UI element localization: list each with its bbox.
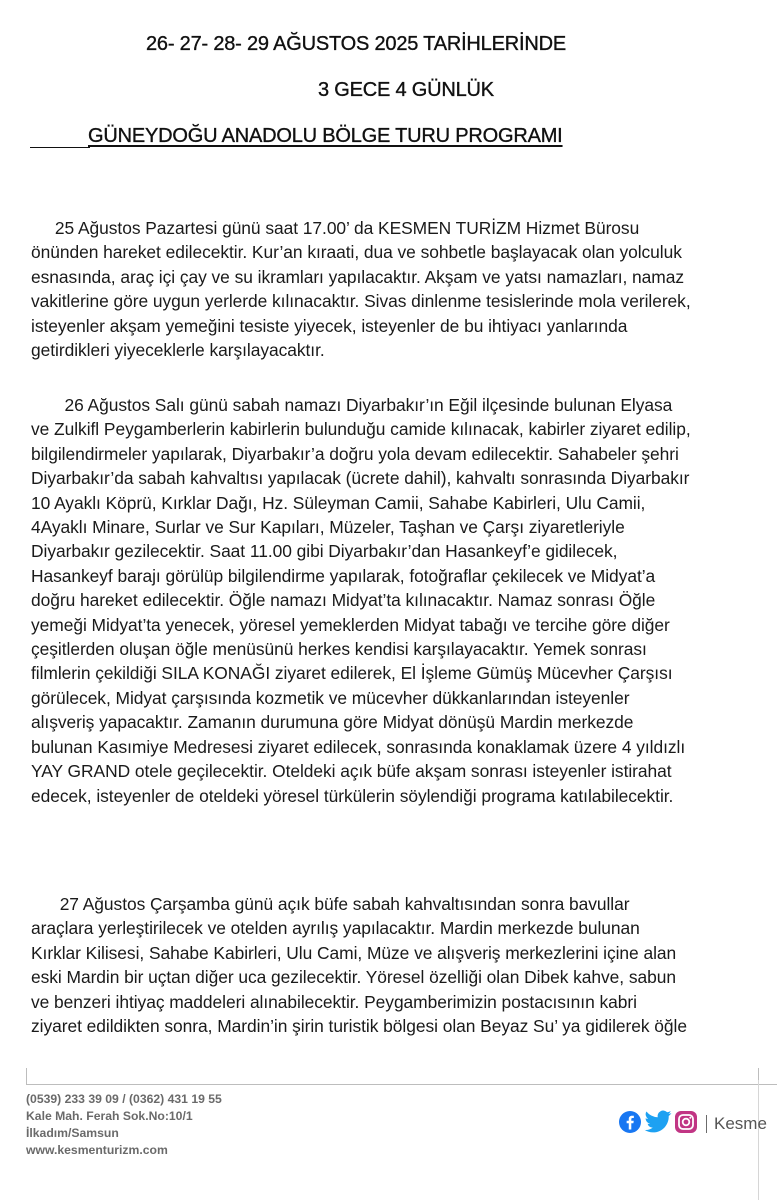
footer-divider (26, 1084, 777, 1085)
footer-address-line2: İlkadım/Samsun (26, 1126, 119, 1140)
page-footer (0, 1060, 777, 1200)
paragraph-line: önünden hareket edilecektir. Kur’an kıraati, dua ve sohbetle başlayacak olan yolculuk (31, 242, 682, 263)
footer-corner-left (26, 1068, 27, 1084)
footer-website[interactable]: www.kesmenturizm.com (26, 1143, 168, 1157)
paragraph-line: ve Zulkifl Peygamberlerin kabirlerin bulunduğu camide kılınacak, kabirler ziyaret edilip, (31, 419, 691, 440)
paragraph-day-26 (31, 393, 776, 808)
footer-social (618, 1113, 767, 1135)
footer-separator (706, 1115, 707, 1133)
paragraph-line: ziyaret edildikten sonra, Mardin’in şirin turistik bölgesi olan Beyaz Su’ ya gidilerek öğle (31, 1016, 687, 1037)
footer-contact (26, 1091, 222, 1159)
paragraph-line: ve benzeri ihtiyaç maddeleri alınabilecektir. Peygamberimizin postacısının kabri (31, 991, 637, 1012)
paragraph-line: çeşitlerden oluşan öğle menüsünü herkes kendisi karşılayacaktır. Yemek sonrası (31, 639, 647, 660)
heading-dates: 26- 27- 28- 29 AĞUSTOS 2025 TARİHLERİNDE (146, 33, 566, 55)
paragraph-line: bilgilendirmeler yapılarak, Diyarbakır’a doğru yola devam edilecektir. Sahabeler şehri (31, 443, 679, 464)
paragraph-line: esnasında, araç içi çay ve su ikramları yapılacaktır. Akşam ve yatsı namazları, namaz (31, 266, 684, 287)
paragraph-day-25 (31, 216, 776, 362)
paragraph-line: eski Mardin bir uçtan diğer uca gezilecektir. Yöresel özelliği olan Dibek kahve, sabun (31, 967, 676, 988)
paragraph-line: 27 Ağustos Çarşamba günü açık büfe sabah kahvaltısından sonra bavullar (31, 894, 630, 914)
paragraph-day-27 (31, 892, 776, 1038)
paragraph-line: filmlerin çekildiği SILA KONAĞI ziyaret edilerek, El İşleme Gümüş Mücevher Çarşısı (31, 663, 673, 684)
heading-underline-lead (30, 147, 90, 148)
paragraph-line: Diyarbakır gezilecektir. Saat 11.00 gibi Diyarbakır’dan Hasankeyf’e gidilecek, (31, 541, 618, 562)
paragraph-line: Hasankeyf barajı görülüp bilgilendirme yapılarak, fotoğraflar çekilecek ve Midyat’a (31, 565, 656, 586)
footer-address-line1: Kale Mah. Ferah Sok.No:10/1 (26, 1109, 193, 1123)
footer-brand-name: Kesme (714, 1114, 767, 1133)
paragraph-line: Diyarbakır’da sabah kahvaltısı yapılacak (ücrete dahil), kahvaltı sonrasında Diyarbakır (31, 468, 690, 489)
paragraph-line: alışveriş yapacaktır. Zamanın durumuna göre Midyat dönüşü Mardin merkezde (31, 712, 634, 733)
paragraph-line: 25 Ağustos Pazartesi günü saat 17.00’ da KESMEN TURİZM Hizmet Bürosu (31, 218, 640, 238)
paragraph-line: edecek, isteyenler de oteldeki yöresel türkülerin söylendiği programa katılabilecektir. (31, 785, 674, 806)
paragraph-line: yemeği Midyat’ta yenecek, yöresel yemeklerden Midyat tabağı ve tercihe göre diğer (31, 614, 670, 635)
facebook-icon[interactable] (618, 1110, 642, 1139)
paragraph-line: araçlara yerleştirilecek ve otelden ayrılış yapılacaktır. Mardin merkezde bulunan (31, 918, 640, 939)
paragraph-line: YAY GRAND otele geçilecektir. Oteldeki açık büfe akşam sonrası isteyenler istirahat (31, 761, 672, 782)
paragraph-line: vakitlerine göre uygun yerlerde kılınacaktır. Sivas dinlenme tesislerinde mola verilerek, (31, 291, 691, 312)
paragraph-line: isteyenler akşam yemeğini tesiste yiyecek, isteyenler de bu ihtiyacı yanlarında (31, 315, 628, 336)
paragraph-line: 26 Ağustos Salı günü sabah namazı Diyarbakır’ın Eğil ilçesinde bulunan Elyasa (31, 395, 673, 415)
paragraph-line: görülecek, Midyat çarşısında kozmetik ve mücevher dükkanlarından isteyenler (31, 687, 630, 708)
heading-duration: 3 GECE 4 GÜNLÜK (318, 79, 494, 101)
instagram-icon[interactable] (674, 1110, 698, 1139)
paragraph-line: 10 Ayaklı Köprü, Kırklar Dağı, Hz. Süleyman Camii, Sahabe Kabirleri, Ulu Camii, (31, 492, 646, 513)
heading-program-title: GÜNEYDOĞU ANADOLU BÖLGE TURU PROGRAMI (88, 125, 563, 147)
paragraph-line: bulunan Kasımiye Medresesi ziyaret edilecek, sonrasında konaklamak üzere 4 yıldızlı (31, 736, 686, 757)
twitter-icon[interactable] (644, 1110, 672, 1139)
footer-phone: (0539) 233 39 09 / (0362) 431 19 55 (26, 1092, 222, 1106)
paragraph-line: getirdikleri yiyeceklerle karşılayacaktır. (31, 340, 325, 361)
paragraph-line: Kırklar Kilisesi, Sahabe Kabirleri, Ulu Cami, Müze ve alışveriş merkezlerini içine alan (31, 942, 677, 963)
footer-edge-right (758, 1080, 759, 1200)
paragraph-line: 4Ayaklı Minare, Surlar ve Sur Kapıları, Müzeler, Taşhan ve Çarşı ziyaretleriyle (31, 517, 625, 538)
paragraph-line: doğru hareket edilecektir. Öğle namazı Midyat’ta kılınacaktır. Namaz sonrası Öğle (31, 590, 656, 611)
